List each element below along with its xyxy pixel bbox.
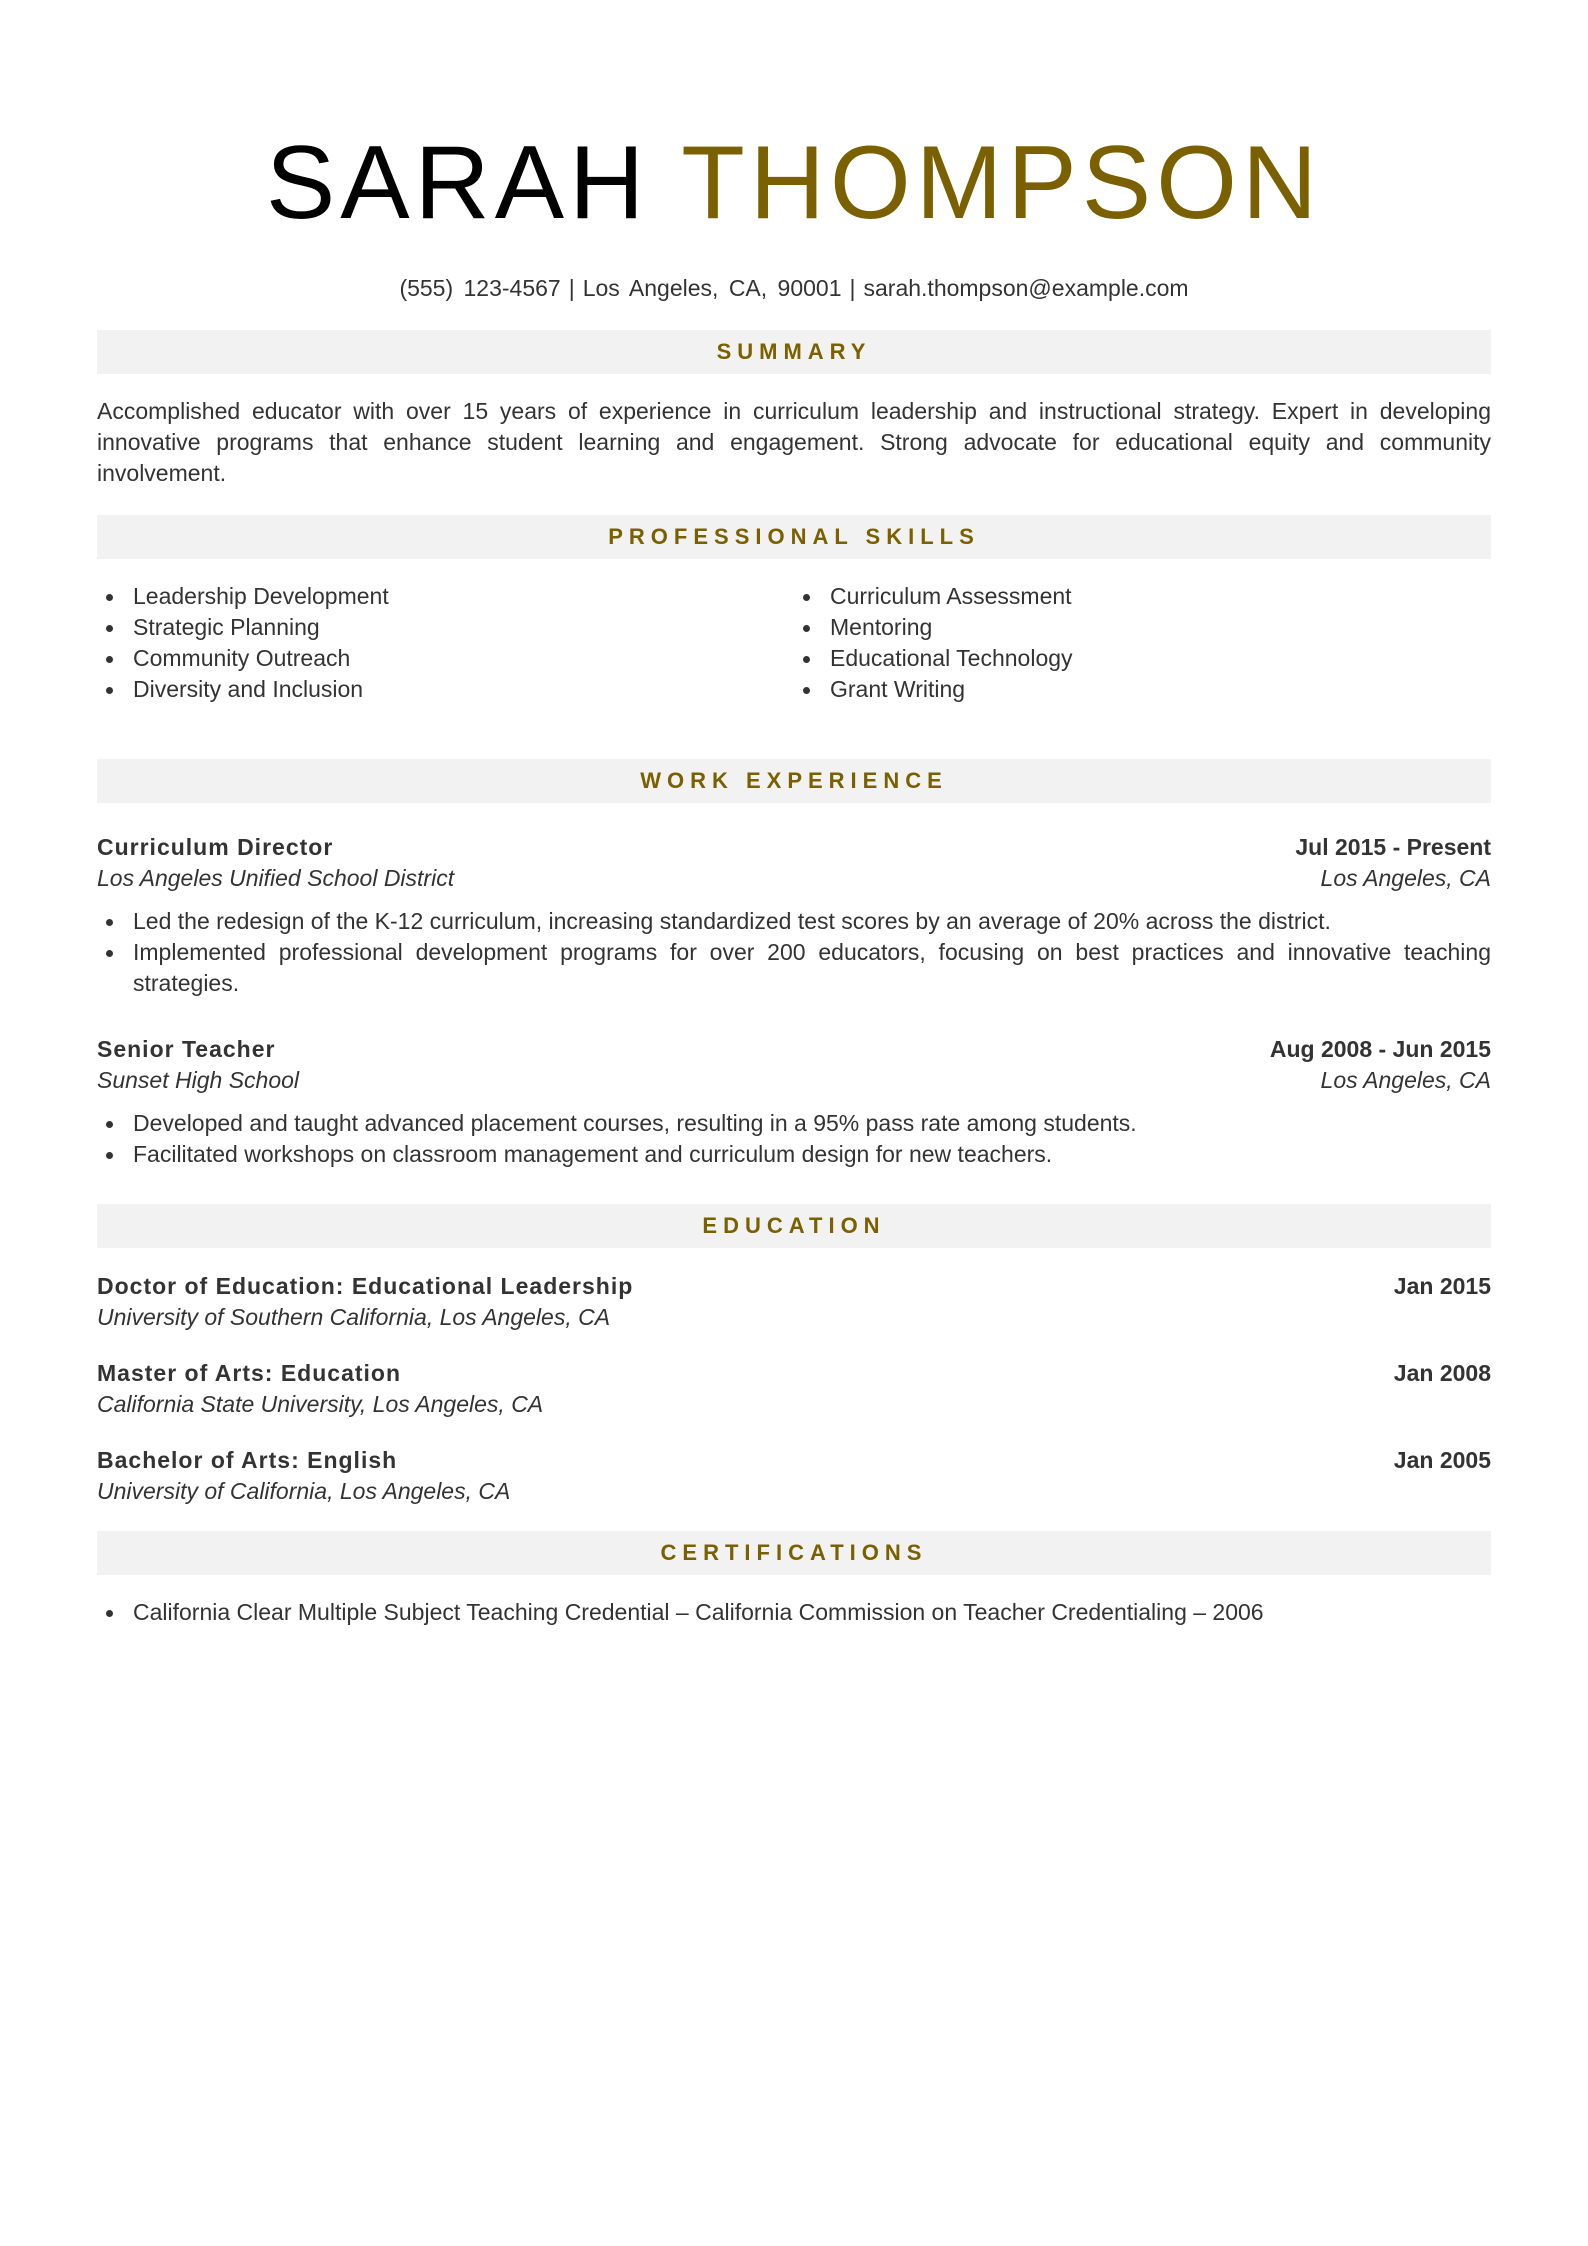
education-list [97,1270,1491,1507]
job-entry [97,831,1491,999]
job-dates: Aug 2008 - Jun 2015 [1269,1036,1491,1062]
job-dates: Jul 2015 - Present [1295,834,1491,860]
degree-date: Jan 2015 [1393,1273,1491,1299]
job-location: Los Angeles, CA [1320,865,1491,891]
address: Los Angeles, CA, 90001 [582,275,842,301]
job-entry [97,1033,1491,1170]
certifications-list [97,1597,1491,1628]
skills-grid [97,581,1491,705]
skills-heading: PROFESSIONAL SKILLS [97,515,1491,559]
job-bullets [97,906,1491,999]
education-entry [97,1270,1491,1333]
degree: Doctor of Education: Educational Leadership [97,1273,634,1299]
job-bullet: Led the redesign of the K-12 curriculum, increasing standardized test scores by an average of 20% across the district. [97,906,1491,937]
candidate-name [97,0,1491,243]
experience-heading: WORK EXPERIENCE [97,759,1491,803]
skill-item: Community Outreach [97,643,794,674]
certifications-heading: CERTIFICATIONS [97,1531,1491,1575]
school: California State University, Los Angeles, CA [97,1391,544,1417]
degree-date: Jan 2008 [1393,1360,1491,1386]
last-name: THOMPSON [681,125,1323,241]
email: sarah.thompson@example.com [863,275,1189,301]
separator: | [568,275,575,301]
skill-item: Mentoring [794,612,1491,643]
skills-right-column [794,581,1491,705]
school: University of Southern California, Los Angeles, CA [97,1304,611,1330]
experience-list [97,831,1491,1170]
job-bullet: Facilitated workshops on classroom management and curriculum design for new teachers. [97,1139,1491,1170]
education-entry [97,1357,1491,1420]
job-bullet: Developed and taught advanced placement courses, resulting in a 95% pass rate among students. [97,1108,1491,1139]
job-location: Los Angeles, CA [1320,1067,1491,1093]
first-name: SARAH [265,125,650,241]
skill-item: Leadership Development [97,581,794,612]
certification-item: California Clear Multiple Subject Teaching Credential – California Commission on Teacher Credentialing – 2006 [97,1597,1491,1628]
summary-text: Accomplished educator with over 15 years of experience in curriculum leadership and instructional strategy. Expert in developing innovative programs that enhance student learning and engagement. Strong advocate for educational equity and community involvement. [97,398,1491,486]
job-organization: Sunset High School [97,1067,300,1093]
skill-item: Curriculum Assessment [794,581,1491,612]
job-organization: Los Angeles Unified School District [97,865,455,891]
skill-item: Grant Writing [794,674,1491,705]
degree: Bachelor of Arts: English [97,1447,398,1473]
contact-line [97,273,1491,303]
phone: (555) 123-4567 [399,275,561,301]
degree: Master of Arts: Education [97,1360,402,1386]
job-title: Senior Teacher [97,1036,276,1062]
separator: | [849,275,856,301]
skill-item: Strategic Planning [97,612,794,643]
skill-item: Diversity and Inclusion [97,674,794,705]
skill-item: Educational Technology [794,643,1491,674]
education-entry [97,1444,1491,1507]
job-title: Curriculum Director [97,834,334,860]
skills-left-column [97,581,794,705]
job-bullet: Implemented professional development programs for over 200 educators, focusing on best practices and innovative teaching strategies. [97,937,1491,999]
school: University of California, Los Angeles, CA [97,1478,511,1504]
education-heading: EDUCATION [97,1204,1491,1248]
summary-heading: SUMMARY [97,330,1491,374]
job-bullets [97,1108,1491,1170]
degree-date: Jan 2005 [1393,1447,1491,1473]
